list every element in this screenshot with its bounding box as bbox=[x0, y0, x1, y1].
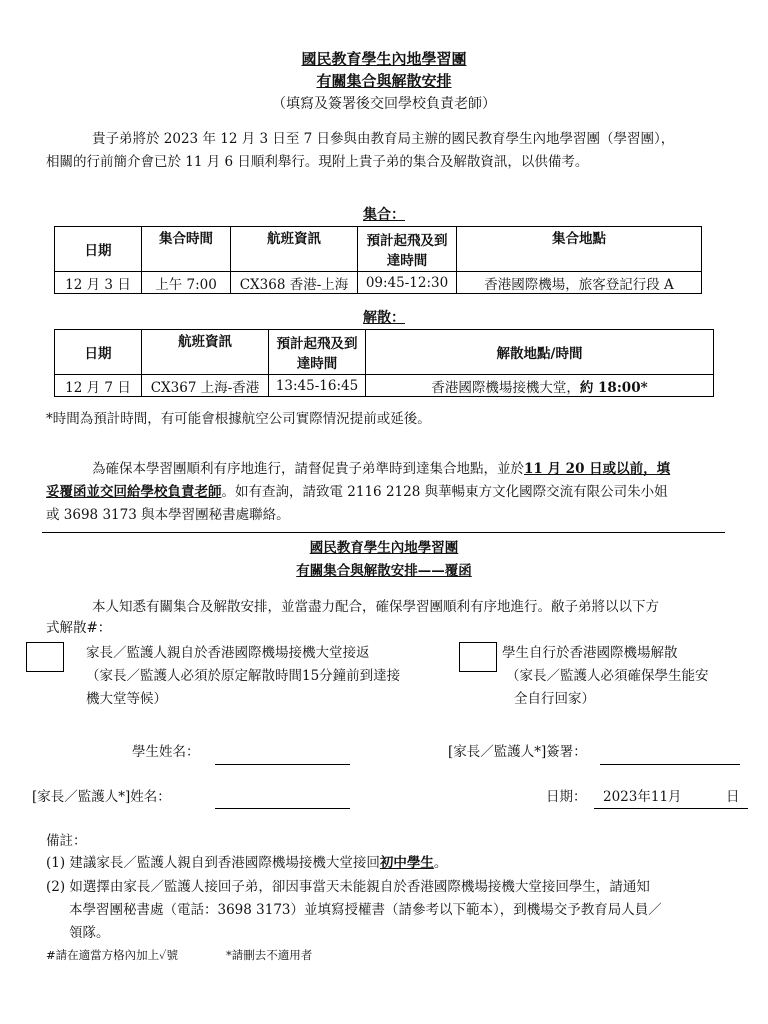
assembly-header-flight: 航班資訊 bbox=[231, 227, 358, 272]
dismissal-header-location: 解散地點/時間 bbox=[366, 330, 714, 375]
dismissal-date: 12 月 7 日 bbox=[55, 375, 142, 397]
assembly-table bbox=[54, 226, 702, 294]
date-value[interactable]: 2023年11月 bbox=[603, 789, 682, 805]
remarks-heading: 備註： bbox=[46, 833, 87, 849]
table-row bbox=[55, 272, 702, 294]
option1-line1: 家長／監護人親自於香港國際機場接機大堂接返 bbox=[86, 645, 370, 661]
option-parent-pickup-checkbox[interactable] bbox=[26, 642, 64, 672]
option1-line2: （家長／監護人必須於原定解散時間15分鐘前到達接 bbox=[86, 668, 401, 684]
assembly-header-time: 集合時間 bbox=[142, 227, 231, 272]
reply-subtitle: 有關集合與解散安排——覆函 bbox=[296, 563, 472, 579]
instruction-note: （填寫及簽署後交回學校負責老師） bbox=[272, 96, 496, 112]
dismissal-location-text: 香港國際機場接機大堂， bbox=[431, 379, 580, 396]
assembly-schedule: 09:45-12:30 bbox=[358, 272, 457, 294]
assembly-header-date: 日期 bbox=[55, 227, 142, 272]
instructions-text3: 或 3698 3173 與本學習團秘書處聯絡。 bbox=[46, 507, 290, 523]
date-field-line bbox=[594, 808, 748, 809]
dismissal-location bbox=[366, 375, 714, 397]
assembly-location: 香港國際機場，旅客登記行段 A bbox=[457, 272, 702, 294]
assembly-header-schedule: 預計起飛及到達時間 bbox=[358, 227, 457, 272]
divider bbox=[42, 532, 725, 533]
parent-name-label: [家長／監護人*]姓名： bbox=[32, 789, 171, 805]
intro-line1: 貴子弟將於 2023 年 12 月 3 日至 7 日參與由教育局主辦的國民教育學生內地學習團（學習團）， bbox=[92, 131, 675, 147]
instructions-text1: 為確保本學習團順利有序地進行，請督促貴子弟準時到達集合地點，並於 bbox=[92, 461, 524, 477]
assembly-header-location: 集合地點 bbox=[457, 227, 702, 272]
option2-line3: 全自行回家） bbox=[514, 691, 595, 707]
dismissal-table bbox=[54, 329, 714, 397]
remark1-text: (1) 建議家長／監護人親自到香港國際機場接機大堂接回 bbox=[46, 855, 380, 871]
intro-line2: 相關的行前簡介會已於 11 月 6 日順利舉行。現附上貴子弟的集合及解散資訊，以供備考。 bbox=[46, 154, 589, 170]
instructions-text2: 。如有查詢，請致電 2116 2128 與華暢東方文化國際交流有限公司朱小姐 bbox=[221, 484, 668, 500]
signature-label: [家長／監護人*]簽署： bbox=[448, 744, 587, 760]
dismissal-schedule: 13:45-16:45 bbox=[269, 375, 366, 397]
remark1-end: 。 bbox=[433, 855, 448, 871]
dismissal-flight: CX367 上海-香港 bbox=[142, 375, 269, 397]
parent-name-field[interactable] bbox=[215, 808, 350, 809]
dismissal-heading: 解散： bbox=[363, 310, 405, 326]
instructions bbox=[46, 458, 736, 527]
remark2-line3: 領隊。 bbox=[69, 925, 110, 941]
assembly-time: 上午 7:00 bbox=[142, 272, 231, 294]
dismissal-header-flight: 航班資訊 bbox=[142, 330, 269, 375]
footnote-delete: *請刪去不適用者 bbox=[226, 948, 313, 962]
table-row bbox=[55, 375, 714, 397]
reply-body-line2: 式解散#： bbox=[46, 620, 112, 636]
assembly-date: 12 月 3 日 bbox=[55, 272, 142, 294]
option2-line1: 學生自行於香港國際機場解散 bbox=[502, 645, 678, 661]
date-day: 日 bbox=[726, 789, 740, 805]
footnote-check: #請在適當方格內加上✓號 bbox=[46, 948, 179, 962]
remark1-emphasis: 初中學生 bbox=[379, 855, 434, 871]
option-self-dismiss-checkbox[interactable] bbox=[459, 642, 497, 672]
date-label: 日期： bbox=[546, 789, 587, 805]
remark-item-2 bbox=[46, 876, 746, 945]
assembly-heading: 集合： bbox=[363, 207, 405, 223]
dismissal-header-schedule: 預計起飛及到達時間 bbox=[269, 330, 366, 375]
student-name-label: 學生姓名： bbox=[132, 744, 200, 760]
remark2-line1: (2) 如選擇由家長／監護人接回子弟，卻因事當天未能親自於香港國際機場接機大堂接回學生，請通知 bbox=[46, 879, 650, 895]
return-instruction: 妥覆函並交回給學校負責老師 bbox=[46, 484, 222, 500]
student-name-field[interactable] bbox=[215, 764, 350, 765]
document-title: 國民教育學生內地學習團 bbox=[301, 50, 467, 68]
document-subtitle: 有關集合與解散安排 bbox=[316, 72, 452, 90]
signature-field[interactable] bbox=[600, 764, 740, 765]
time-note: *時間為預計時間，有可能會根據航空公司實際情況提前或延後。 bbox=[46, 411, 431, 427]
remark2-line2: 本學習團秘書處（電話：3698 3173）並填寫授權書（請參考以下範本），到機場交予教育局人員／ bbox=[69, 902, 662, 918]
reply-title: 國民教育學生內地學習團 bbox=[309, 540, 459, 556]
dismissal-time: 約 18:00* bbox=[579, 379, 648, 396]
deadline-text: 11 月 20 日或以前，填 bbox=[524, 461, 671, 477]
remark-item-1 bbox=[46, 852, 736, 875]
assembly-flight: CX368 香港-上海 bbox=[231, 272, 358, 294]
option2-line2: （家長／監護人必須確保學生能安 bbox=[506, 668, 709, 684]
option1-line3: 機大堂等候） bbox=[86, 691, 167, 707]
option-parent-pickup bbox=[86, 642, 446, 711]
option-self-dismiss bbox=[502, 642, 742, 711]
reply-body-line1: 本人知悉有關集合及解散安排，並當盡力配合，確保學習團順利有序地進行。敝子弟將以以下方 bbox=[92, 599, 659, 615]
dismissal-header-date: 日期 bbox=[55, 330, 142, 375]
